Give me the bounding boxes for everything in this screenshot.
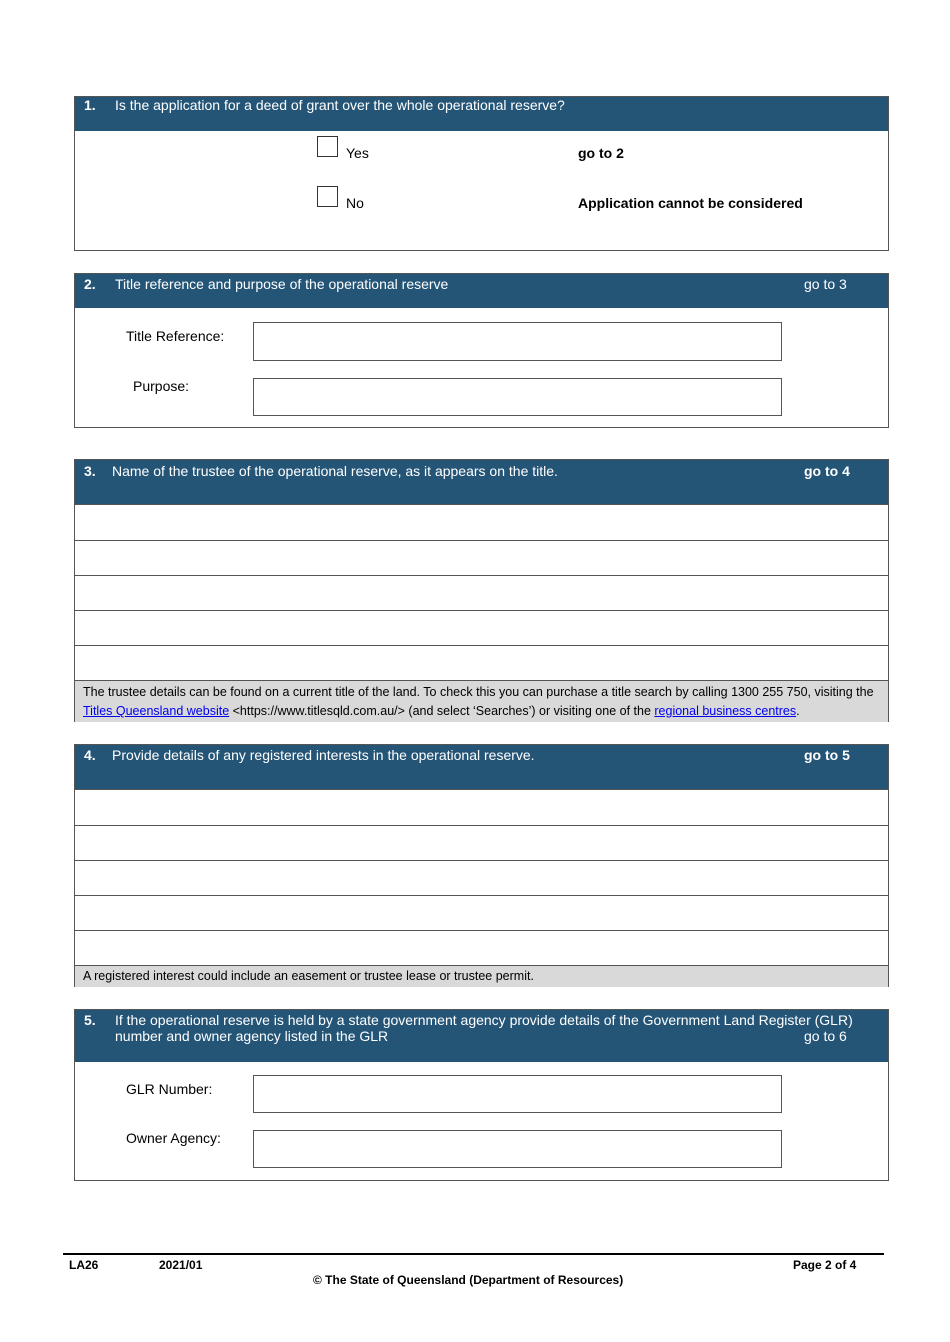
section-2-question: Title reference and purpose of the operational reserve: [115, 276, 449, 292]
trustee-row-1[interactable]: [75, 504, 888, 541]
section-2-number: 2.: [84, 276, 96, 292]
interest-row-3[interactable]: [75, 860, 888, 896]
owner-agency-label: Owner Agency:: [126, 1130, 221, 1146]
glr-number-field[interactable]: [253, 1075, 782, 1113]
no-label: No: [346, 195, 364, 211]
section-5-goto: go to 6: [804, 1028, 847, 1044]
section-2: [74, 273, 889, 428]
section-4-question: Provide details of any registered interests in the operational reserve.: [112, 747, 535, 763]
yes-checkbox[interactable]: [317, 136, 338, 157]
trustee-row-2[interactable]: [75, 540, 888, 576]
section-1-number: 1.: [84, 97, 96, 113]
section-5-number: 5.: [84, 1012, 96, 1028]
section-3-number: 3.: [84, 463, 96, 479]
section-5: [74, 1009, 889, 1181]
interest-row-5[interactable]: [75, 930, 888, 966]
title-reference-label: Title Reference:: [126, 328, 225, 344]
section-2-header: [75, 274, 888, 308]
trustee-row-5[interactable]: [75, 645, 888, 681]
section-1-header: [75, 97, 888, 131]
trustee-row-3[interactable]: [75, 575, 888, 611]
section-4: [74, 744, 889, 987]
trustee-row-4[interactable]: [75, 610, 888, 646]
footer-page-number: Page 2 of 4: [793, 1258, 857, 1272]
section-3-question: Name of the trustee of the operational reserve, as it appears on the title.: [112, 463, 558, 479]
interest-row-2[interactable]: [75, 825, 888, 861]
footer-version: 2021/01: [159, 1258, 203, 1272]
trustee-note: The trustee details can be found on a current title of the land. To check this you can purchase a title search by calling 1300 255 750, visiting the Titles Queensland website <https://www.titlesqld.com.au/> (and select ‘Searches’) or visiting one of the regional business centres.: [75, 681, 888, 722]
section-5-header: [75, 1010, 888, 1062]
section-1-question: Is the application for a deed of grant over the whole operational reserve?: [115, 97, 565, 113]
yes-label: Yes: [346, 145, 369, 161]
interest-row-1[interactable]: [75, 789, 888, 826]
footer-copyright: © The State of Queensland (Department of Resources): [313, 1273, 624, 1287]
yes-result: go to 2: [578, 145, 624, 161]
interest-row-4[interactable]: [75, 895, 888, 931]
interest-note: A registered interest could include an easement or trustee lease or trustee permit.: [75, 966, 888, 987]
title-reference-field[interactable]: [253, 322, 782, 361]
section-3-header: [75, 460, 888, 504]
purpose-field[interactable]: [253, 378, 782, 416]
glr-number-label: GLR Number:: [126, 1081, 213, 1097]
section-3-goto: go to 4: [804, 463, 850, 479]
no-result: Application cannot be considered: [578, 195, 803, 211]
regional-business-centres-link[interactable]: regional business centres: [654, 704, 797, 718]
section-4-goto: go to 5: [804, 747, 850, 763]
purpose-label: Purpose:: [133, 378, 190, 394]
section-1: [74, 96, 889, 251]
section-4-header: [75, 745, 888, 789]
section-3: [74, 459, 889, 722]
owner-agency-field[interactable]: [253, 1130, 782, 1168]
footer-divider: [63, 1253, 884, 1255]
footer-form-code: LA26: [69, 1258, 99, 1272]
titles-queensland-link[interactable]: Titles Queensland website: [83, 704, 230, 718]
no-checkbox[interactable]: [317, 186, 338, 207]
section-2-goto: go to 3: [804, 276, 847, 292]
section-5-question-line1: If the operational reserve is held by a state government agency provide details of the Government Land Register (GLR): [115, 1012, 853, 1028]
section-4-number: 4.: [84, 747, 96, 763]
section-5-question-line2: number and owner agency listed in the GLR: [115, 1028, 389, 1044]
